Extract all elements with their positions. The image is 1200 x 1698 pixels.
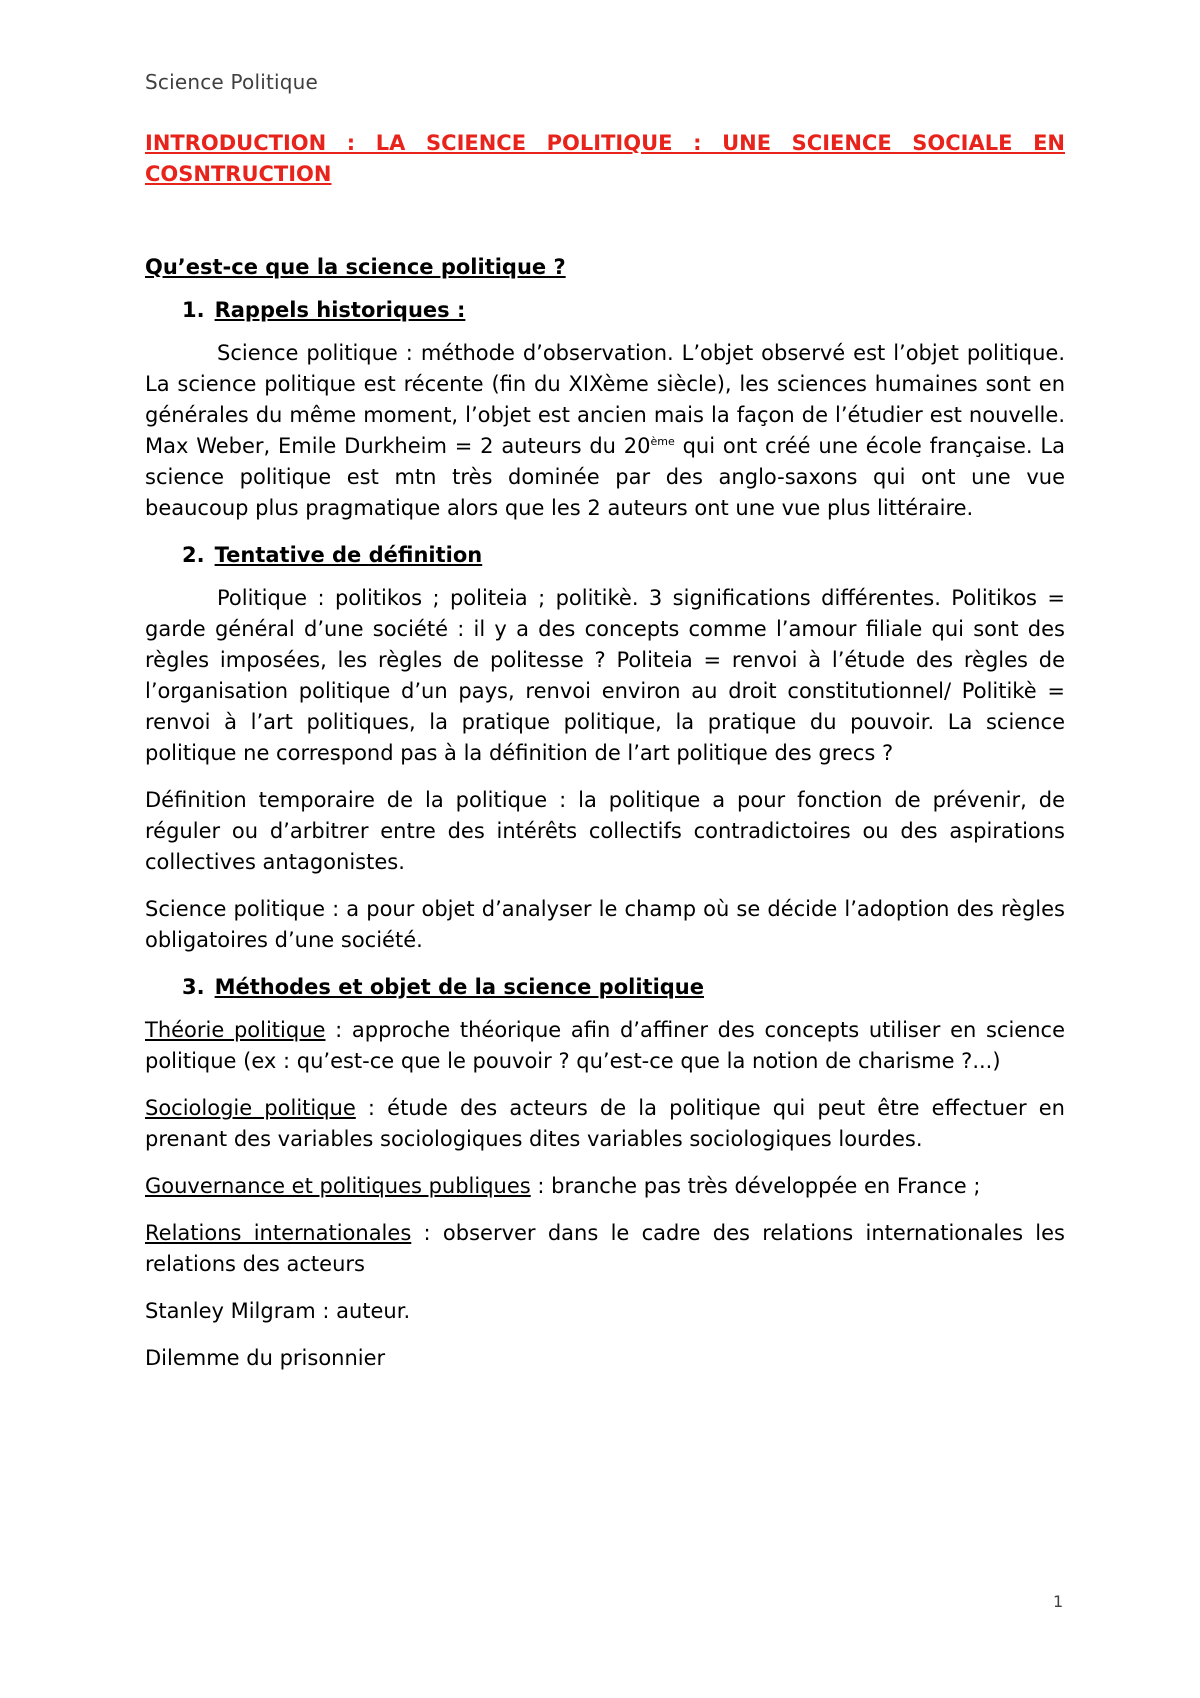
item-theorie-politique: [145, 1015, 1065, 1077]
running-header: Science Politique: [145, 70, 319, 94]
item-text: : étude des acteurs de la politique qui peut être effectuer en prenant des variables sociologiques dites variables sociologiques lourdes.: [145, 1096, 1065, 1151]
item-term: Sociologie politique: [145, 1096, 356, 1120]
question-heading: Qu’est-ce que la science politique ?: [145, 255, 566, 279]
section-title: Tentative de définition: [214, 543, 483, 567]
page-number: 1: [1053, 1592, 1064, 1611]
paragraph-text: Science politique : méthode d’observation. L’objet observé est l’objet politique. La science politique est récente (fin du XIXème siècle), les sciences humaines sont en générales du même moment, l’objet est ancien mais la façon de l’étudier est nouvelle. Max Weber, Emile Durkheim = 2 auteurs du 20: [145, 341, 1065, 458]
document-page: [145, 70, 1065, 1390]
line-dilemme: Dilemme du prisonnier: [145, 1346, 386, 1370]
paragraph-text: qui ont créé une école française. La science politique est mtn très dominée par des anglo-saxons qui ont une vue beaucoup plus pragmatique alors que les 2 auteurs ont une vue plus littéraire.: [145, 434, 1065, 520]
document-title: INTRODUCTION : LA SCIENCE POLITIQUE : UNE SCIENCE SOCIALE EN COSNTRUCTION: [145, 131, 1065, 186]
paragraph-definition-temporaire: Définition temporaire de la politique : la politique a pour fonction de prévenir, de réguler ou d’arbitrer entre des intérêts collectifs contradictoires ou des aspirations collectives antagonistes.: [145, 788, 1065, 874]
section-title: Méthodes et objet de la science politique: [214, 975, 705, 999]
section-number: 1.: [182, 298, 205, 322]
paragraph-politique: Politique : politikos ; politeia ; politikè. 3 significations différentes. Politikos = garde général d’une société : il y a des concepts comme l’amour filiale qui sont des règles imposées, les règles de politesse ? Politeia = renvoi à l’étude des règles de l’organisation politique d’un pays, renvoi environ au droit constitutionnel/ Politikè = renvoi à l’art politiques, la pratique politique, la pratique du pouvoir. La science politique ne correspond pas à la définition de l’art politique des grecs ?: [145, 586, 1065, 765]
section-heading-3: [182, 972, 1065, 1003]
item-text: : branche pas très développée en France ;: [530, 1174, 981, 1198]
item-sociologie-politique: [145, 1093, 1065, 1155]
item-text: : approche théorique afin d’affiner des concepts utiliser en science politique (ex : qu’est-ce que le pouvoir ? qu’est-ce que la notion de charisme ?...): [145, 1018, 1066, 1073]
item-term: Théorie politique: [145, 1018, 326, 1042]
section-title: Rappels historiques :: [214, 298, 466, 322]
section-heading-1: [182, 295, 1065, 326]
paragraph-historique: [145, 338, 1065, 524]
item-text: : observer dans le cadre des relations internationales les relations des acteurs: [145, 1221, 1065, 1276]
superscript: ème: [650, 435, 675, 448]
section-number: 2.: [182, 543, 205, 567]
item-relations-internationales: [145, 1218, 1065, 1280]
paragraph-science-politique: Science politique : a pour objet d’analyser le champ où se décide l’adoption des règles obligatoires d’une société.: [145, 897, 1065, 952]
item-term: Relations internationales: [145, 1221, 412, 1245]
section-heading-2: [182, 540, 1065, 571]
item-term: Gouvernance et politiques publiques: [145, 1174, 531, 1198]
line-milgram: Stanley Milgram : auteur.: [145, 1299, 411, 1323]
item-gouvernance: [145, 1171, 1065, 1202]
section-number: 3.: [182, 975, 205, 999]
